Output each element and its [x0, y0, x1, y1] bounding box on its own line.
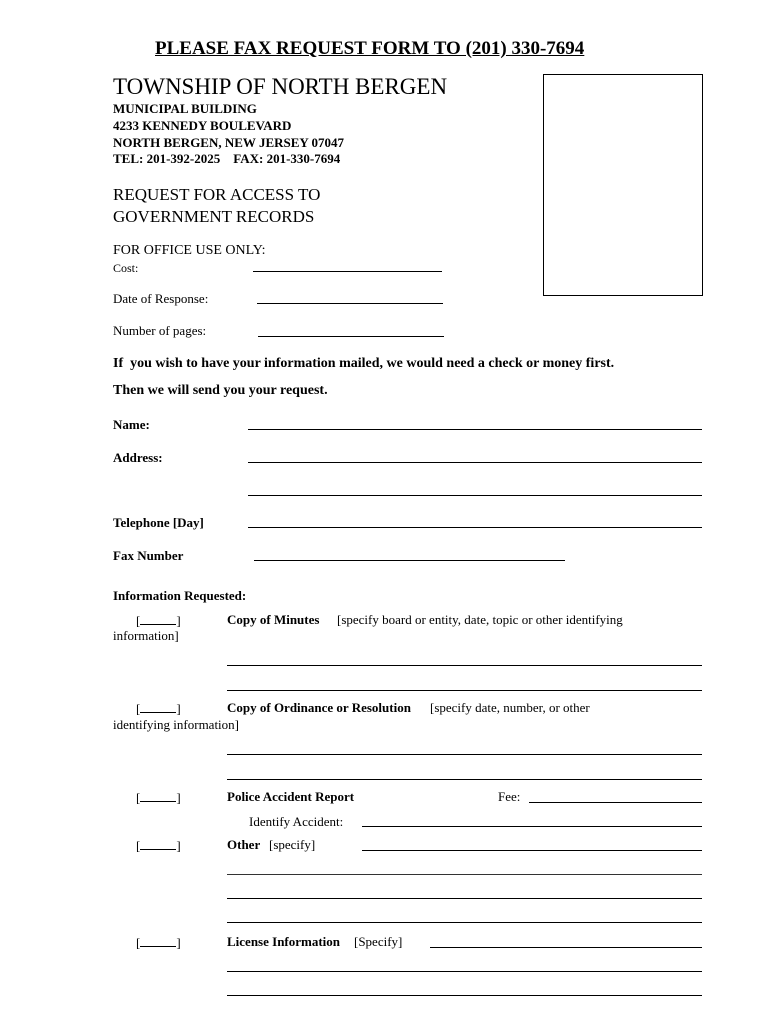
license-checkbox[interactable]: [136, 934, 181, 951]
other-field-2[interactable]: [227, 874, 702, 875]
contact-line: TEL: 201-392-2025 FAX: 201-330-7694: [113, 151, 341, 166]
license-description: [Specify]: [354, 934, 403, 949]
check-blank: [140, 789, 176, 802]
license-field-2[interactable]: [227, 971, 702, 972]
fax-instruction: PLEASE FAX REQUEST FORM TO (201) 330-7694: [155, 38, 585, 59]
fax-number-field[interactable]: [254, 560, 565, 561]
date-of-response-label: Date of Response:: [113, 291, 209, 306]
ordinance-field-2[interactable]: [227, 779, 702, 780]
address-field-2[interactable]: [248, 495, 702, 496]
check-blank: [140, 700, 176, 713]
check-blank: [140, 934, 176, 947]
bracket-close: ]: [176, 790, 181, 805]
date-of-response-field[interactable]: [257, 303, 443, 304]
mail-notice-line-2: Then we will send you your request.: [113, 383, 328, 398]
other-title: Other: [227, 837, 261, 852]
number-of-pages-field[interactable]: [258, 336, 444, 337]
minutes-title: Copy of Minutes: [227, 612, 320, 627]
minutes-description-cont: information]: [113, 628, 179, 643]
ordinance-checkbox[interactable]: [136, 700, 181, 717]
other-description: [specify]: [269, 837, 316, 852]
bracket-close: ]: [176, 838, 181, 853]
bracket-open: [: [136, 613, 141, 628]
form-title-line-1: REQUEST FOR ACCESS TO: [113, 185, 321, 204]
license-field-1[interactable]: [430, 947, 702, 948]
address-label: Address:: [113, 450, 163, 465]
identify-accident-field[interactable]: [362, 826, 702, 827]
name-field[interactable]: [248, 429, 702, 430]
fee-label: Fee:: [498, 789, 521, 804]
other-checkbox[interactable]: [136, 837, 181, 854]
bracket-open: [: [136, 838, 141, 853]
telephone-field[interactable]: [248, 527, 702, 528]
township-title: TOWNSHIP OF NORTH BERGEN: [113, 74, 448, 99]
address-line-1: MUNICIPAL BUILDING: [113, 101, 257, 116]
license-title: License Information: [227, 934, 341, 949]
fax-number-label: Fax Number: [113, 548, 184, 563]
ordinance-description-cont: identifying information]: [113, 717, 240, 732]
other-field-3[interactable]: [227, 898, 702, 899]
address-line-3: NORTH BERGEN, NEW JERSEY 07047: [113, 135, 345, 150]
fee-field[interactable]: [529, 802, 702, 803]
telephone-label: Telephone [Day]: [113, 515, 204, 530]
minutes-description: [specify board or entity, date, topic or other identifying: [337, 612, 623, 627]
cost-field[interactable]: [253, 271, 442, 272]
police-report-checkbox[interactable]: [136, 789, 181, 806]
photo-box: [543, 74, 703, 296]
police-report-title: Police Accident Report: [227, 789, 355, 804]
bracket-close: ]: [176, 701, 181, 716]
bracket-close: ]: [176, 935, 181, 950]
bracket-open: [: [136, 935, 141, 950]
minutes-checkbox[interactable]: [136, 612, 181, 629]
ordinance-description: [specify date, number, or other: [430, 700, 590, 715]
check-blank: [140, 837, 176, 850]
mail-notice-line-1: If you wish to have your information mailed, we would need a check or money first.: [113, 356, 615, 371]
license-field-3[interactable]: [227, 995, 702, 996]
identify-accident-label: Identify Accident:: [249, 814, 344, 829]
form-title-line-2: GOVERNMENT RECORDS: [113, 207, 315, 226]
minutes-field-1[interactable]: [227, 665, 702, 666]
address-field-1[interactable]: [248, 462, 702, 463]
minutes-field-2[interactable]: [227, 690, 702, 691]
bracket-close: ]: [176, 613, 181, 628]
ordinance-title: Copy of Ordinance or Resolution: [227, 700, 411, 715]
check-blank: [140, 612, 176, 625]
number-of-pages-label: Number of pages:: [113, 323, 207, 338]
bracket-open: [: [136, 701, 141, 716]
ordinance-field-1[interactable]: [227, 754, 702, 755]
other-field-1[interactable]: [362, 850, 702, 851]
name-label: Name:: [113, 417, 150, 432]
bracket-open: [: [136, 790, 141, 805]
office-use-heading: FOR OFFICE USE ONLY:: [113, 243, 266, 258]
information-requested-heading: Information Requested:: [113, 588, 247, 603]
address-line-2: 4233 KENNEDY BOULEVARD: [113, 118, 292, 133]
other-field-4[interactable]: [227, 922, 702, 923]
cost-label: Cost:: [113, 261, 139, 275]
